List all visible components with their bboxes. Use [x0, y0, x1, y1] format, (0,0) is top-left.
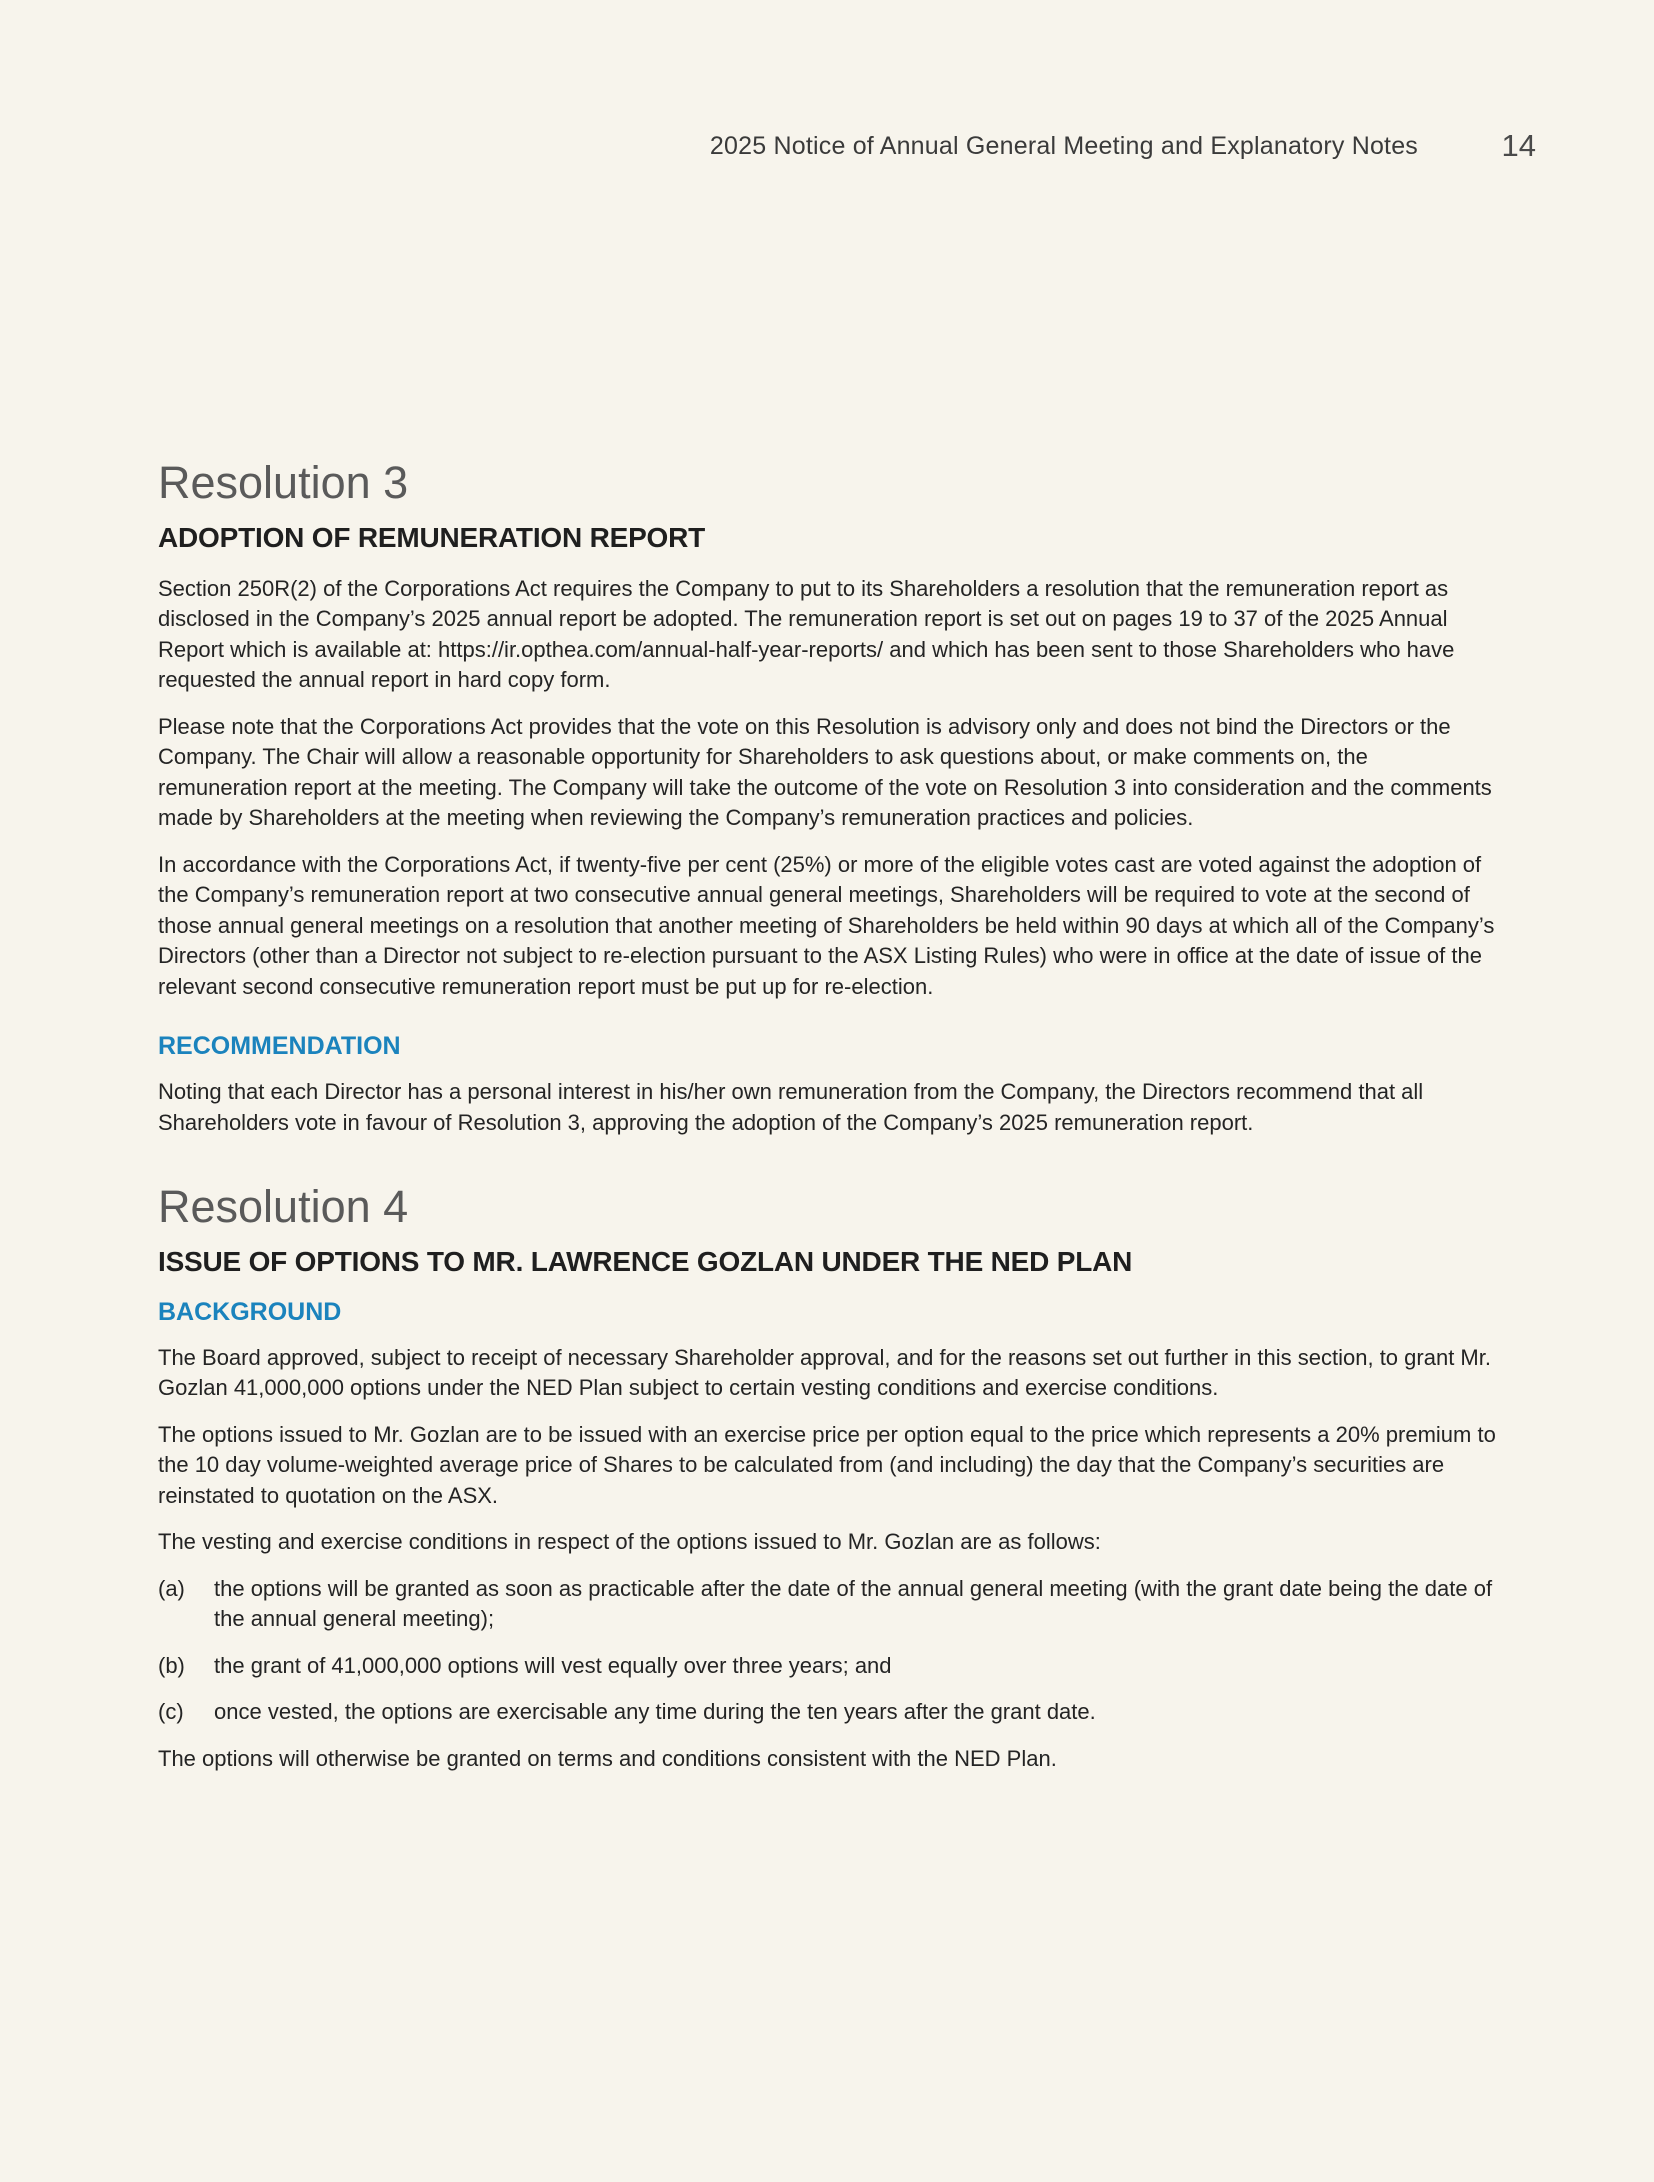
list-item: [158, 1697, 1498, 1728]
resolution-4-paragraph: The Board approved, subject to receipt of necessary Shareholder approval, and for the reasons set out further in this section, to grant Mr. Gozlan 41,000,000 options under the NED Plan subject to certain vesting conditions and exercise conditions.: [158, 1344, 1491, 1400]
resolution-3-title: Resolution 3: [158, 457, 409, 508]
recommendation-heading: RECOMMENDATION: [158, 1032, 401, 1060]
resolution-3-paragraph: In accordance with the Corporations Act, if twenty-five per cent (25%) or more of the eligible votes cast are voted against the adoption of the Company’s remuneration report at two consecutive annual general meetings, Shareholders will be required to vote at the second of those annual general meetings on a resolution that another meeting of Shareholders be held within 90 days at which all of the Company’s Directors (other than a Director not subject to re-election pursuant to the ASX Listing Rules) who were in office at the date of issue of the relevant second consecutive remuneration report must be put up for re-election.: [158, 851, 1495, 999]
list-item: [158, 1574, 1498, 1635]
list-marker: (c): [158, 1699, 184, 1724]
resolution-4-paragraph: The options issued to Mr. Gozlan are to be issued with an exercise price per option equal to the price which represents a 20% premium to the 10 day volume-weighted average price of Shares to be calculated from (and including) the day that the Company’s securities are reinstated to quotation on the ASX.: [158, 1421, 1496, 1508]
closing-paragraph: The options will otherwise be granted on terms and conditions consistent with the NED Plan.: [158, 1745, 1057, 1771]
resolution-4-section: [158, 1182, 1498, 1774]
list-marker: (b): [158, 1652, 185, 1678]
list-text: the grant of 41,000,000 options will vest equally over three years; and: [214, 1652, 892, 1678]
list-item: [158, 1651, 1498, 1682]
list-text: once vested, the options are exercisable any time during the ten years after the grant date.: [214, 1699, 1096, 1724]
list-marker: (a): [158, 1575, 185, 1601]
background-heading: BACKGROUND: [158, 1297, 342, 1326]
page-header: [0, 128, 1654, 168]
resolution-3-paragraph: Please note that the Corporations Act provides that the vote on this Resolution is advisory only and does not bind the Directors or the Company. The Chair will allow a reasonable opportunity for Shareholders to ask questions about, or make comments on, the remuneration report at the meeting. The Company will take the outcome of the vote on Resolution 3 into consideration and the comments made by Shareholders at the meeting when reviewing the Company’s remuneration practices and policies.: [158, 713, 1492, 830]
resolution-3-paragraph: Section 250R(2) of the Corporations Act requires the Company to put to its Shareholders a resolution that the remuneration report as disclosed in the Company’s 2025 annual report be adopted. The remuneration report is set out on pages 19 to 37 of the 2025 Annual Report which is available at: https://ir.opthea.com/annual-half-year-reports/ and which has been sent to those Shareholders who have requested the annual report in hard copy form.: [158, 575, 1455, 692]
page-number: 14: [1501, 128, 1536, 163]
resolution-4-paragraph: The vesting and exercise conditions in respect of the options issued to Mr. Gozlan are as follows:: [158, 1529, 1101, 1554]
page-content: [158, 458, 1498, 1790]
document-title: 2025 Notice of Annual General Meeting and Explanatory Notes: [709, 132, 1418, 160]
resolution-3-subtitle: ADOPTION OF REMUNERATION REPORT: [158, 521, 706, 553]
list-text: the options will be granted as soon as practicable after the date of the annual general meeting (with the grant date being the date of the annual general meeting);: [214, 1575, 1493, 1631]
resolution-4-title: Resolution 4: [158, 1181, 409, 1232]
resolution-3-section: [158, 458, 1498, 1138]
recommendation-text: Noting that each Director has a personal interest in his/her own remuneration from the Company, the Directors recommend that all Shareholders vote in favour of Resolution 3, approving the adoption of the Company’s 2025 remuneration report.: [158, 1079, 1424, 1135]
resolution-4-subtitle: ISSUE OF OPTIONS TO MR. LAWRENCE GOZLAN UNDER THE NED PLAN: [158, 1245, 1133, 1277]
